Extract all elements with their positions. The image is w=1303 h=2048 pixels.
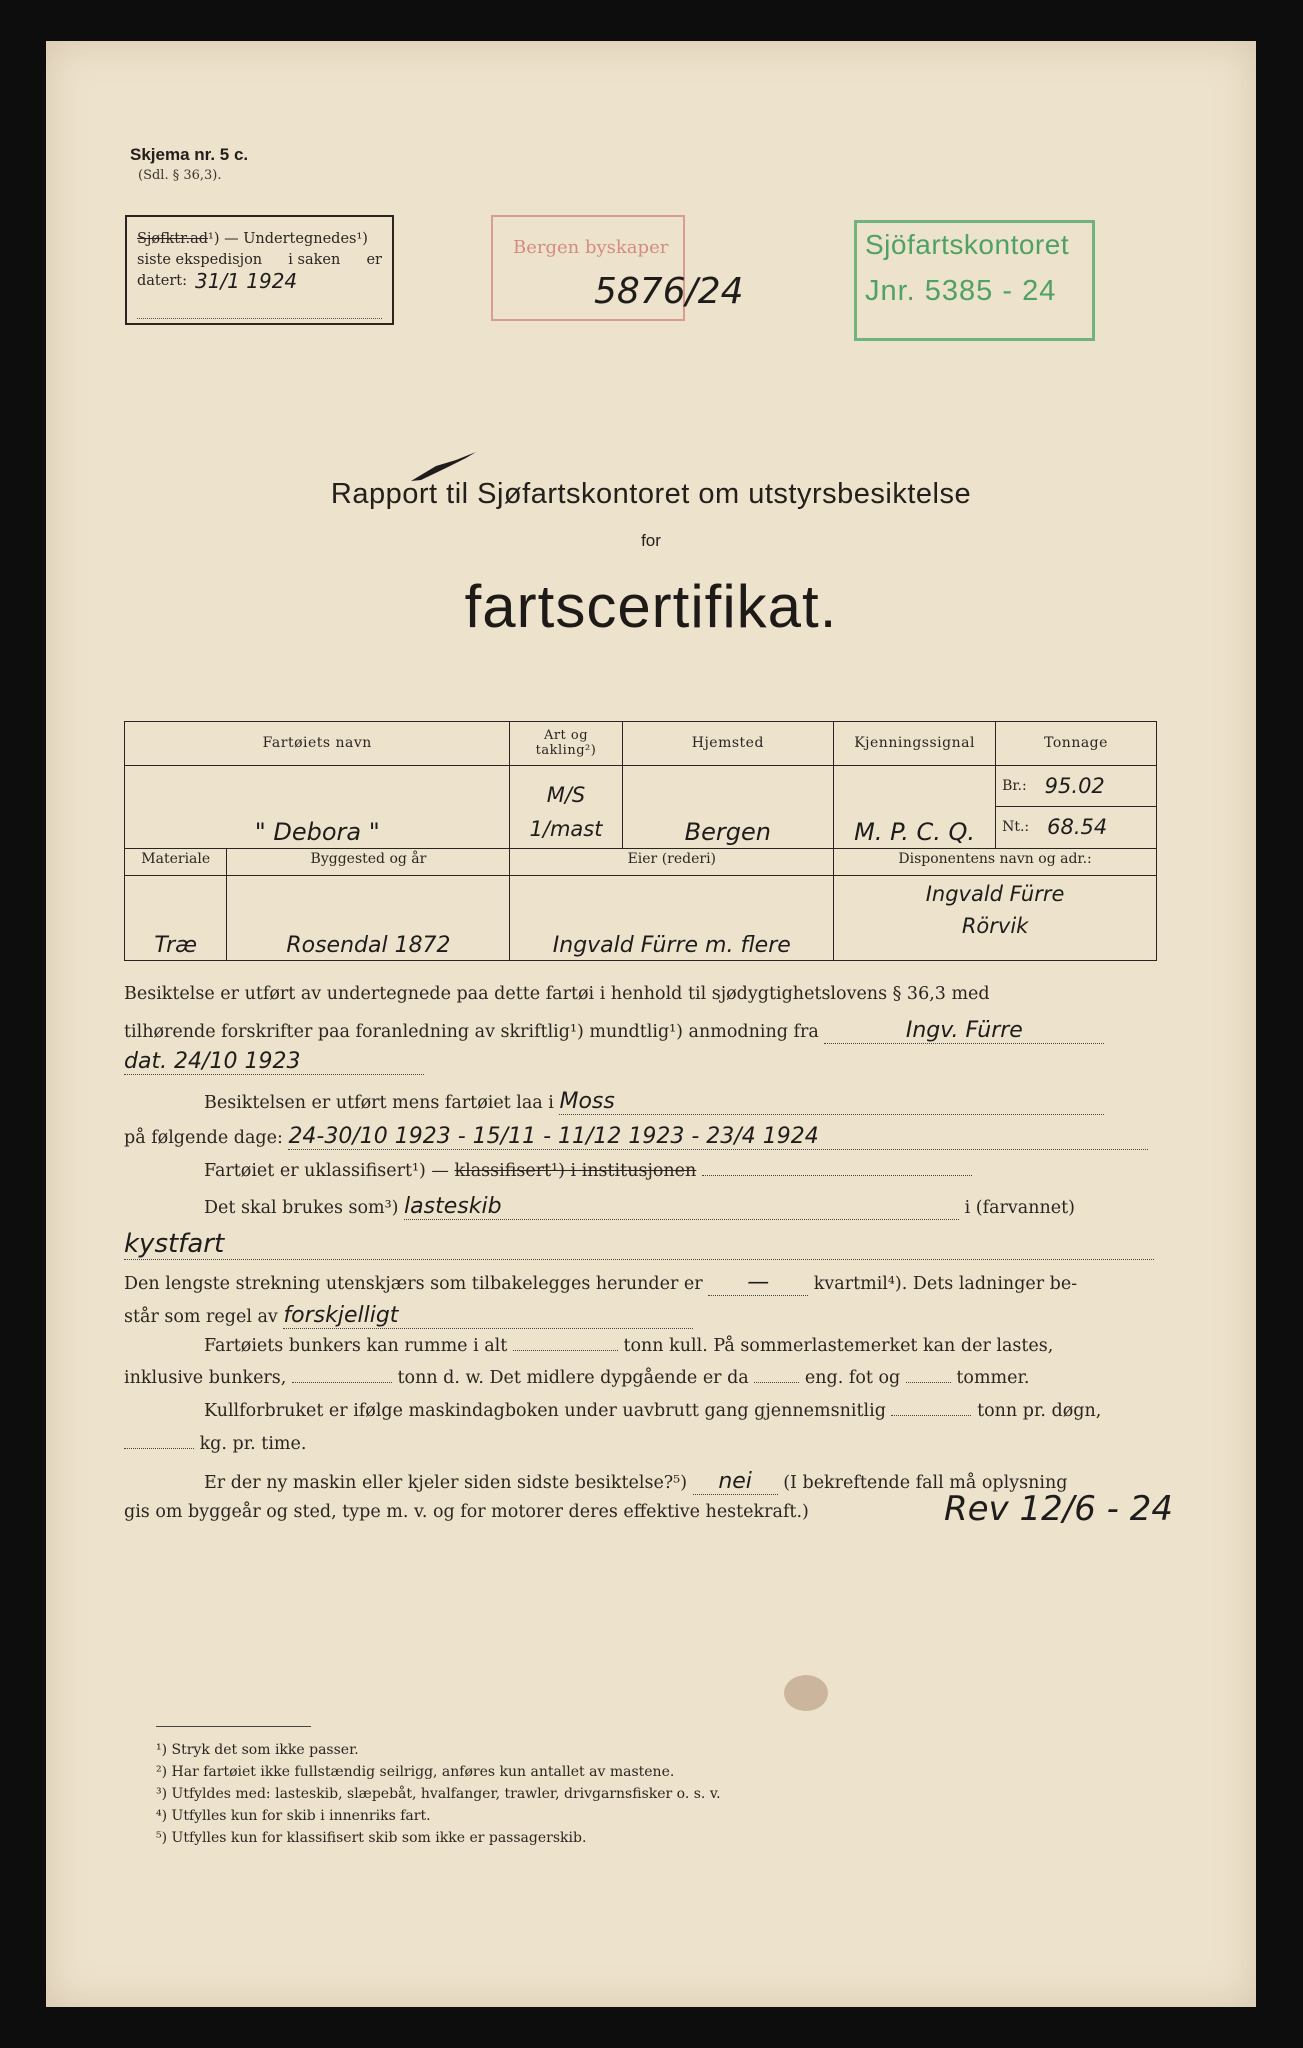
body-line-11	[204, 1336, 1237, 1356]
gross-value: 95.02	[1044, 773, 1105, 798]
footnote-rule	[156, 1726, 311, 1727]
use-value: lasteskib	[404, 1194, 502, 1219]
cargo-value: forskjelligt	[283, 1303, 399, 1328]
green-stamp-number: Jnr. 5385 - 24	[865, 275, 1057, 307]
gross-label: Br.:	[1002, 777, 1027, 794]
cargo-label: står som regel av	[124, 1307, 278, 1327]
header-built: Byggested og år	[227, 848, 510, 875]
form-number: Skjema nr. 5 c.	[130, 145, 249, 164]
green-stamp-office: Sjöfartskontoret	[865, 229, 1070, 260]
net-label: Nt.:	[1002, 818, 1030, 835]
ref-line2-mid: i saken	[288, 252, 341, 268]
footnote-3: ³) Utfyldes med: lasteskib, slæpebåt, hvalfanger, trawler, drivgarnsfisker o. s. v.	[156, 1786, 721, 1802]
rig-value-2: 1/mast	[529, 816, 603, 841]
header-home-port: Hjemsted	[622, 722, 834, 766]
location-value: Moss	[559, 1089, 615, 1114]
tonnage-cell	[996, 765, 1157, 848]
location-label: Besiktelsen er utført mens fartøiet laa i	[204, 1093, 554, 1113]
body-line-14	[124, 1434, 1157, 1454]
dates-label: på følgende dage:	[124, 1128, 283, 1148]
body-line-6	[204, 1161, 1237, 1181]
ref-date-label: datert:	[137, 273, 187, 289]
ref-line2-left: siste ekspedisjon	[137, 252, 263, 268]
signal-value: M. P. C. Q.	[834, 765, 996, 848]
feet-label: eng. fot og	[804, 1368, 901, 1388]
journal-number: 5876/24	[594, 271, 744, 312]
incl-bunkers-label: inklusive bunkers,	[124, 1368, 287, 1388]
body-line-10	[124, 1303, 1157, 1329]
request-label: tilhørende forskrifter paa foranledning av skriftlig¹) mundtlig¹) anmodning fra	[124, 1022, 819, 1042]
requester-value: Ingv. Fürre	[905, 1018, 1023, 1043]
body-line-5	[124, 1124, 1157, 1150]
header-owner: Eier (rederi)	[510, 848, 834, 875]
body-line-2	[124, 1018, 1157, 1044]
body-line-8	[124, 1229, 1157, 1260]
draft-label: tonn d. w. Det midlere dypgående er da	[397, 1368, 749, 1388]
coal-hour-unit: kg. pr. time.	[199, 1434, 307, 1454]
engine-note: (I bekreftende fall må oplysning	[783, 1473, 1068, 1493]
reference-box	[125, 215, 394, 325]
rig-value	[510, 765, 622, 848]
body-line-7	[204, 1194, 1237, 1220]
distance-value: —	[747, 1270, 770, 1295]
report-title: Rapport til Sjøfartskontoret om utstyrsbesiktelse	[330, 478, 972, 510]
body-line-3	[124, 1049, 1157, 1075]
footnote-2: ²) Har fartøiet ikke fullstændig seilrigg, anføres kun antallet av mastene.	[156, 1764, 675, 1780]
revision-note: Rev 12/6 - 24	[944, 1489, 1173, 1529]
ref-dotted-line	[137, 300, 382, 319]
distance-label: Den lengste strekning utenskjærs som tilbakelegges herunder er	[124, 1274, 703, 1294]
disponent-value	[834, 875, 1157, 960]
disponent-address: Rörvik	[961, 913, 1029, 938]
header-rig: Art og takling²)	[510, 722, 622, 766]
body-line-4	[204, 1089, 1237, 1115]
classification-label: Fartøiet er uklassifisert¹) —	[204, 1161, 449, 1181]
vessel-name-value: " Debora "	[125, 765, 510, 848]
waters-value: kystfart	[124, 1229, 225, 1259]
distance-unit: kvartmil⁴). Dets ladninger be-	[813, 1274, 1078, 1294]
header-material: Materiale	[125, 848, 227, 875]
footnote-4: ⁴) Utfylles kun for skib i innenriks fart.	[156, 1808, 431, 1824]
footnotes	[156, 1739, 721, 1849]
load-label: tonn kull. På sommerlastemerket kan der lastes,	[623, 1336, 1054, 1356]
struck-word: Sjøfktr.ad	[137, 231, 209, 247]
home-port-value: Bergen	[622, 765, 834, 848]
engine-question: Er der ny maskin eller kjeler siden sidste besiktelse?⁵)	[204, 1473, 688, 1493]
body-line-9	[124, 1270, 1157, 1296]
document-page	[46, 41, 1256, 2007]
rig-value-1: M/S	[546, 782, 586, 807]
ref-line2-right: er	[366, 252, 382, 268]
engine-answer: nei	[718, 1469, 752, 1494]
form-reference: (Sdl. § 36,3).	[138, 168, 222, 183]
header-tonnage: Tonnage	[996, 722, 1157, 766]
stain-mark-icon	[776, 1663, 836, 1723]
request-date-value: dat. 24/10 1923	[124, 1049, 301, 1074]
owner-value: Ingvald Fürre m. flere	[510, 875, 834, 960]
waters-label: i (farvannet)	[964, 1198, 1075, 1218]
green-stamp	[854, 220, 1095, 341]
disponent-name: Ingvald Fürre	[925, 881, 1065, 906]
header-disponent: Disponentens navn og adr.:	[834, 848, 1157, 875]
coal-label: Kullforbruket er ifølge maskindagboken under uavbrutt gang gjennemsnitlig	[204, 1401, 886, 1421]
body-line-13	[204, 1401, 1237, 1421]
dates-value: 24-30/10 1923 - 15/11 - 11/12 1923 - 23/4 1924	[288, 1124, 819, 1149]
ref-line1: ¹) — Undertegnedes¹)	[208, 231, 368, 247]
classification-struck: klassifisert¹) i institusjonen	[454, 1161, 697, 1181]
vessel-table	[124, 721, 1157, 961]
net-value: 68.54	[1047, 814, 1108, 839]
footnote-5: ⁵) Utfylles kun for klassifisert skib som ikke er passagerskib.	[156, 1830, 587, 1846]
red-stamp-text: Bergen byskaper	[513, 237, 669, 258]
ref-date-value: 31/1 1924	[194, 269, 298, 293]
use-label: Det skal brukes som³)	[204, 1198, 399, 1218]
body-line-12	[124, 1368, 1157, 1388]
bunkers-label: Fartøiets bunkers kan rumme i alt	[204, 1336, 508, 1356]
body-line-16: gis om byggeår og sted, type m. v. og for motorer deres effektive hestekraft.)	[124, 1502, 809, 1522]
header-signal: Kjenningssignal	[834, 722, 996, 766]
report-title-main: fartscertifikat.	[464, 573, 838, 640]
body-line-1: Besiktelse er utført av undertegnede paa dette fartøi i henhold til sjødygtighetslovens § 36,3 med	[124, 984, 990, 1004]
coal-unit: tonn pr. døgn,	[977, 1401, 1102, 1421]
material-value: Træ	[125, 875, 227, 960]
inches-label: tommer.	[956, 1368, 1030, 1388]
footnote-1: ¹) Stryk det som ikke passer.	[156, 1742, 359, 1758]
built-value: Rosendal 1872	[227, 875, 510, 960]
header-vessel-name: Fartøiets navn	[125, 722, 510, 766]
report-title-for: for	[641, 531, 661, 550]
